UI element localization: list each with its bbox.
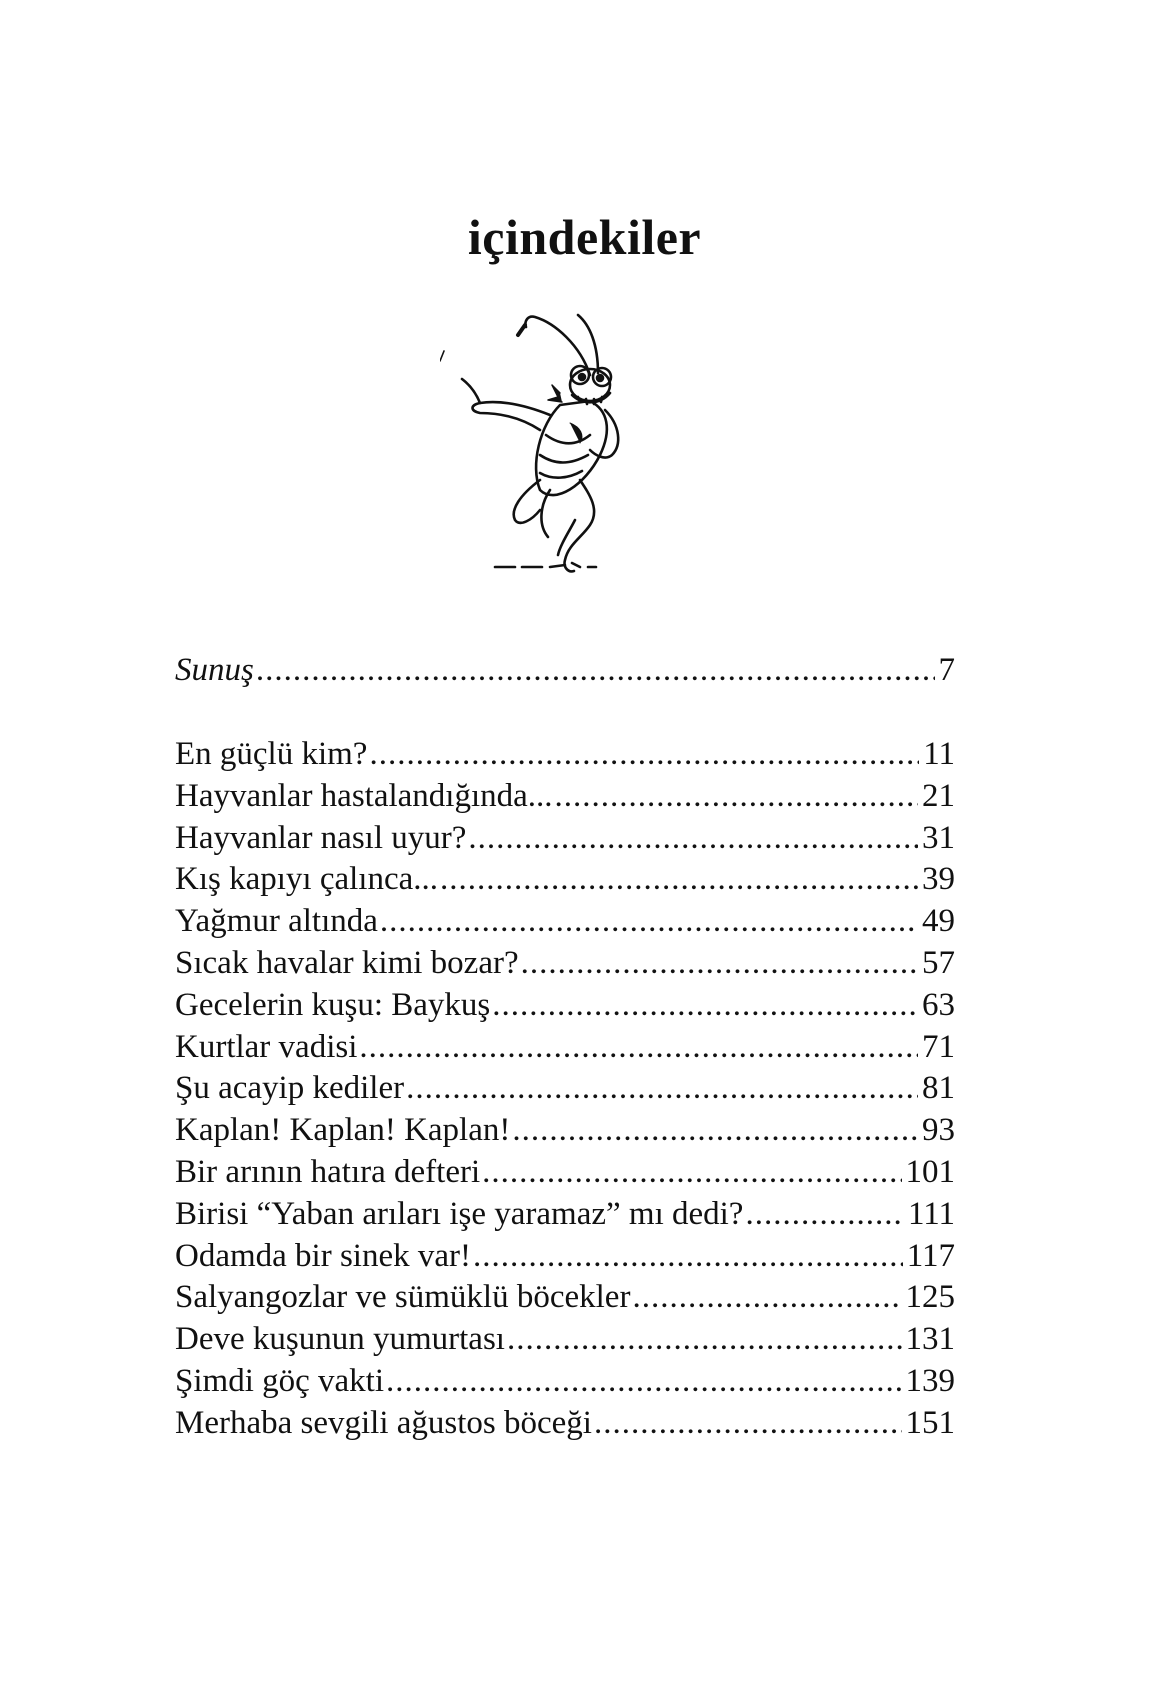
toc-row[interactable] bbox=[175, 985, 955, 1027]
toc-page-number: 49 bbox=[922, 903, 955, 940]
toc-page-number: 31 bbox=[922, 819, 955, 856]
toc-leader-dots bbox=[555, 776, 918, 818]
toc-leader-dots bbox=[406, 1068, 918, 1110]
toc-page-number: 93 bbox=[922, 1112, 955, 1149]
toc-leader-dots bbox=[386, 1361, 902, 1403]
toc-label: Sıcak havalar kimi bozar? bbox=[175, 944, 519, 981]
toc-row[interactable] bbox=[175, 1152, 955, 1194]
toc-row[interactable] bbox=[175, 734, 955, 776]
toc-row[interactable] bbox=[175, 1110, 955, 1152]
toc-page-number: 21 bbox=[922, 777, 955, 814]
toc-label: Hayvanlar nasıl uyur? bbox=[175, 819, 467, 856]
toc-row-intro[interactable] bbox=[175, 650, 955, 692]
toc-leader-dots bbox=[512, 1110, 918, 1152]
toc-label: Birisi “Yaban arıları işe yaramaz” mı dedi? bbox=[175, 1195, 744, 1232]
toc-row[interactable] bbox=[175, 1068, 955, 1110]
toc-leader-dots bbox=[380, 901, 918, 943]
toc-leader-dots bbox=[521, 943, 918, 985]
toc-label: Merhaba sevgili ağustos böceği bbox=[175, 1404, 592, 1441]
toc-leader-dots bbox=[468, 818, 918, 860]
toc-page-number: 81 bbox=[922, 1070, 955, 1107]
toc-label: Yağmur altında bbox=[175, 903, 378, 940]
toc-label: Odamda bir sinek var! bbox=[175, 1237, 471, 1274]
toc-page-number: 71 bbox=[922, 1028, 955, 1065]
toc-label: Şimdi göç vakti bbox=[175, 1362, 384, 1399]
toc-page-number: 57 bbox=[922, 944, 955, 981]
toc-page-number: 111 bbox=[907, 1195, 955, 1232]
toc-leader-dots bbox=[482, 1152, 901, 1194]
toc-label: Salyangozlar ve sümüklü böcekler bbox=[175, 1279, 631, 1316]
toc-page-number: 151 bbox=[905, 1404, 955, 1441]
toc-leader-dots bbox=[594, 1403, 902, 1445]
toc-leader-dots bbox=[369, 734, 919, 776]
toc-label: Bir arının hatıra defteri bbox=[175, 1153, 481, 1190]
toc-page-number: 39 bbox=[922, 861, 955, 898]
toc-leader-dots bbox=[473, 1236, 903, 1278]
toc-leader-dots bbox=[440, 859, 918, 901]
toc-row[interactable] bbox=[175, 1319, 955, 1361]
toc-leader-dots bbox=[745, 1194, 903, 1236]
toc-row[interactable] bbox=[175, 1361, 955, 1403]
toc-row[interactable] bbox=[175, 859, 955, 901]
toc-page-number: 7 bbox=[938, 652, 955, 688]
toc-label: Kaplan! Kaplan! Kaplan! bbox=[175, 1112, 511, 1149]
toc-leader-dots bbox=[359, 1027, 918, 1069]
toc-label: Sunuş bbox=[175, 652, 254, 688]
toc-list bbox=[175, 734, 955, 1445]
toc-page-number: 101 bbox=[905, 1153, 955, 1190]
toc-page-number: 11 bbox=[923, 736, 955, 772]
toc-leader-dots bbox=[507, 1319, 902, 1361]
toc-label: Gecelerin kuşu: Baykuş bbox=[175, 986, 491, 1023]
grasshopper-illustration-icon bbox=[440, 305, 660, 605]
toc-label: Hayvanlar hastalandığında... bbox=[175, 777, 553, 814]
toc-label: Kış kapıyı çalınca... bbox=[175, 861, 439, 898]
toc-label: En güçlü kim? bbox=[175, 736, 368, 772]
toc-page-number: 131 bbox=[905, 1321, 955, 1358]
toc-row[interactable] bbox=[175, 1403, 955, 1445]
toc-page-number: 63 bbox=[922, 986, 955, 1023]
toc-row[interactable] bbox=[175, 776, 955, 818]
toc-page-number: 125 bbox=[905, 1279, 955, 1316]
toc-page-number: 139 bbox=[905, 1362, 955, 1399]
toc-row[interactable] bbox=[175, 943, 955, 985]
toc-row[interactable] bbox=[175, 1027, 955, 1069]
toc-row[interactable] bbox=[175, 1194, 955, 1236]
toc-row[interactable] bbox=[175, 1277, 955, 1319]
toc-label: Şu acayip kediler bbox=[175, 1070, 405, 1107]
toc-row[interactable] bbox=[175, 1236, 955, 1278]
toc-label: Deve kuşunun yumurtası bbox=[175, 1321, 505, 1358]
toc-label: Kurtlar vadisi bbox=[175, 1028, 358, 1065]
toc-intro bbox=[175, 650, 955, 692]
toc-leader-dots bbox=[632, 1277, 901, 1319]
toc-page-number: 117 bbox=[906, 1237, 955, 1274]
toc-row[interactable] bbox=[175, 818, 955, 860]
toc-row[interactable] bbox=[175, 901, 955, 943]
page-title: içindekiler bbox=[467, 209, 702, 265]
toc-leader-dots bbox=[256, 650, 935, 692]
toc-leader-dots bbox=[492, 985, 918, 1027]
